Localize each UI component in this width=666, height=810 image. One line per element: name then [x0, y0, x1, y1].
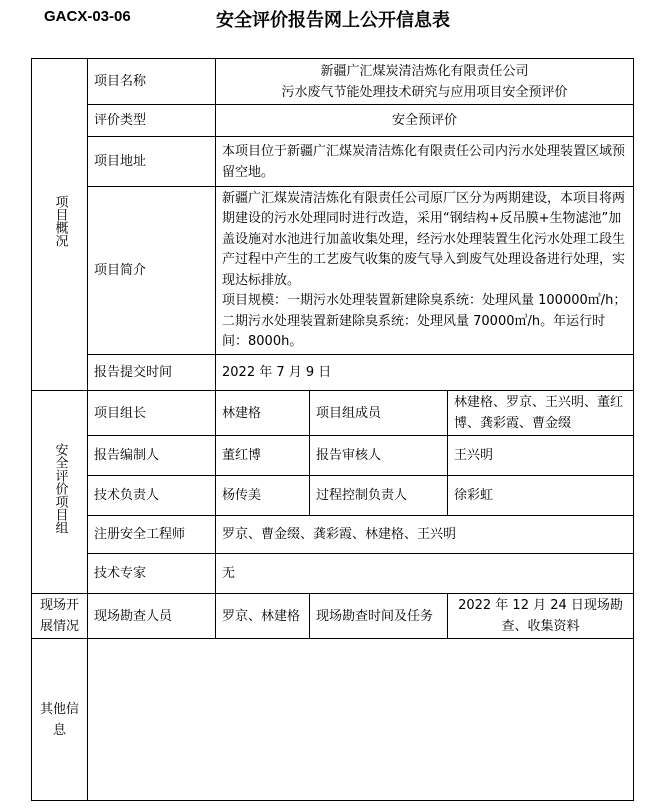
leader-label: 项目组长 [88, 391, 216, 436]
reviewer-label: 报告审核人 [310, 436, 448, 476]
eval-type-label: 评价类型 [88, 105, 216, 137]
leader-value: 林建格 [216, 391, 310, 436]
section-team: 安全评价项目组 [32, 391, 88, 594]
row-submit-time [32, 355, 634, 391]
project-name-value [216, 59, 634, 105]
expert-label: 技术专家 [88, 554, 216, 594]
row-other [32, 639, 634, 801]
section-overview: 项目概况 [32, 59, 88, 391]
row-address [32, 137, 634, 187]
author-value: 董红博 [216, 436, 310, 476]
submit-time-label: 报告提交时间 [88, 355, 216, 391]
project-name-line1: 新疆广汇煤炭清洁炼化有限责任公司 [320, 63, 529, 79]
site-time-label: 现场勘查时间及任务 [310, 594, 448, 639]
eval-type-value: 安全预评价 [216, 105, 634, 137]
address-value: 本项目位于新疆广汇煤炭清洁炼化有限责任公司内污水处理装置区域预留空地。 [216, 137, 634, 187]
address-label: 项目地址 [88, 137, 216, 187]
intro-paragraph-1: 新疆广汇煤炭清洁炼化有限责任公司原厂区分为两期建设，本项目将两期建设的污水处理同时进行改造，采用“钢结构+反吊膜+生物滤池”加盖设施对水池进行加盖收集处理，经污水处理装置生化污水处理工段生产过程中产生的工艺废气收集的废气导入到废气处理设备进行处理，实现达标排放。 [222, 190, 626, 288]
section-site: 现场开展情况 [32, 594, 88, 639]
site-time-value: 2022 年 12 月 24 日现场勘查、收集资料 [448, 594, 634, 639]
section-other: 其他信息 [32, 639, 88, 801]
site-staff-label: 现场勘查人员 [88, 594, 216, 639]
row-tech [32, 476, 634, 516]
row-leader [32, 391, 634, 436]
intro-value [216, 187, 634, 355]
process-value: 徐彩虹 [448, 476, 634, 516]
row-site [32, 594, 634, 639]
process-label: 过程控制负责人 [310, 476, 448, 516]
document-code: GACX-03-06 [44, 8, 131, 25]
row-engineers [32, 516, 634, 554]
site-staff-value: 罗京、林建格 [216, 594, 310, 639]
members-label: 项目组成员 [310, 391, 448, 436]
tech-label: 技术负责人 [88, 476, 216, 516]
reviewer-value: 王兴明 [448, 436, 634, 476]
author-label: 报告编制人 [88, 436, 216, 476]
project-name-line2: 污水废气节能处理技术研究与应用项目安全预评价 [281, 84, 568, 100]
intro-label: 项目简介 [88, 187, 216, 355]
engineers-label: 注册安全工程师 [88, 516, 216, 554]
tech-value: 杨传美 [216, 476, 310, 516]
info-table [31, 58, 634, 801]
row-intro [32, 187, 634, 355]
members-value: 林建格、罗京、王兴明、董红博、龚彩霞、曹金缀 [448, 391, 634, 436]
project-name-label: 项目名称 [88, 59, 216, 105]
intro-paragraph-2: 项目规模：一期污水处理装置新建除臭系统：处理风量 100000㎥/h；二期污水处理装置新建除臭系统：处理风量 70000㎥/h。年运行时间：8000h。 [222, 293, 627, 349]
row-author [32, 436, 634, 476]
row-project-name [32, 59, 634, 105]
row-expert [32, 554, 634, 594]
submit-time-value: 2022 年 7 月 9 日 [216, 355, 634, 391]
document-title: 安全评价报告网上公开信息表 [216, 10, 450, 31]
engineers-value: 罗京、曹金缀、龚彩霞、林建格、王兴明 [216, 516, 634, 554]
other-value [88, 639, 634, 801]
expert-value: 无 [216, 554, 634, 594]
row-eval-type [32, 105, 634, 137]
